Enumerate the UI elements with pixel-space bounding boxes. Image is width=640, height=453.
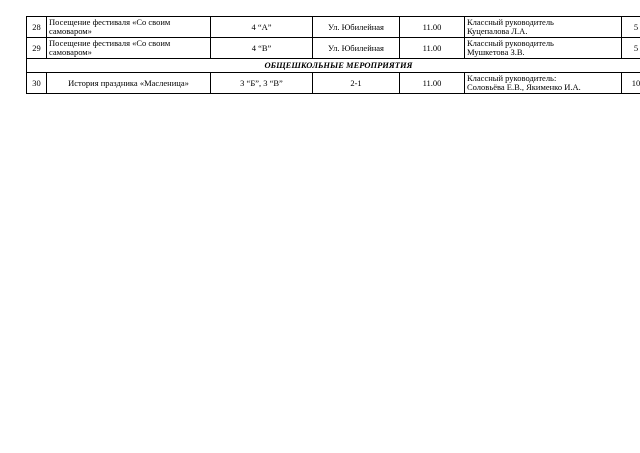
responsible-role: Классный руководитель	[467, 17, 554, 27]
event-place: Ул. Юбилейная	[313, 17, 400, 38]
section-title: ОБЩЕШКОЛЬНЫЕ МЕРОПРИЯТИЯ	[27, 59, 640, 73]
participant-count: 5	[622, 38, 640, 59]
event-time: 11.00	[400, 38, 465, 59]
event-place: 2-1	[313, 73, 400, 94]
event-class: 3 “Б”, 3 “В”	[211, 73, 313, 94]
row-number: 28	[27, 17, 47, 38]
row-number: 30	[27, 73, 47, 94]
event-responsible	[465, 17, 622, 38]
responsible-role: Классный руководитель	[467, 38, 554, 48]
event-responsible	[465, 73, 622, 94]
responsible-name: Соловьёва Е.В., Якименко И.А.	[467, 82, 581, 92]
event-class: 4 “А”	[211, 17, 313, 38]
event-title: История праздника «Масленица»	[47, 73, 211, 94]
responsible-name: Мушкетова З.В.	[467, 47, 525, 57]
event-responsible	[465, 38, 622, 59]
row-number: 29	[27, 38, 47, 59]
responsible-role: Классный руководитель:	[467, 73, 557, 83]
event-title: Посещение фестиваля «Со своим самоваром»	[47, 38, 211, 59]
table-row	[27, 38, 640, 59]
participant-count: 5	[622, 17, 640, 38]
table-row	[27, 73, 640, 94]
event-class: 4 “В”	[211, 38, 313, 59]
section-header-row	[27, 59, 640, 73]
participant-count: 10	[622, 73, 640, 94]
event-time: 11.00	[400, 73, 465, 94]
table-row	[27, 17, 640, 38]
event-time: 11.00	[400, 17, 465, 38]
responsible-name: Куцепалова Л.А.	[467, 26, 528, 36]
event-title: Посещение фестиваля «Со своим самоваром»	[47, 17, 211, 38]
event-place: Ул. Юбилейная	[313, 38, 400, 59]
events-table	[26, 16, 640, 94]
